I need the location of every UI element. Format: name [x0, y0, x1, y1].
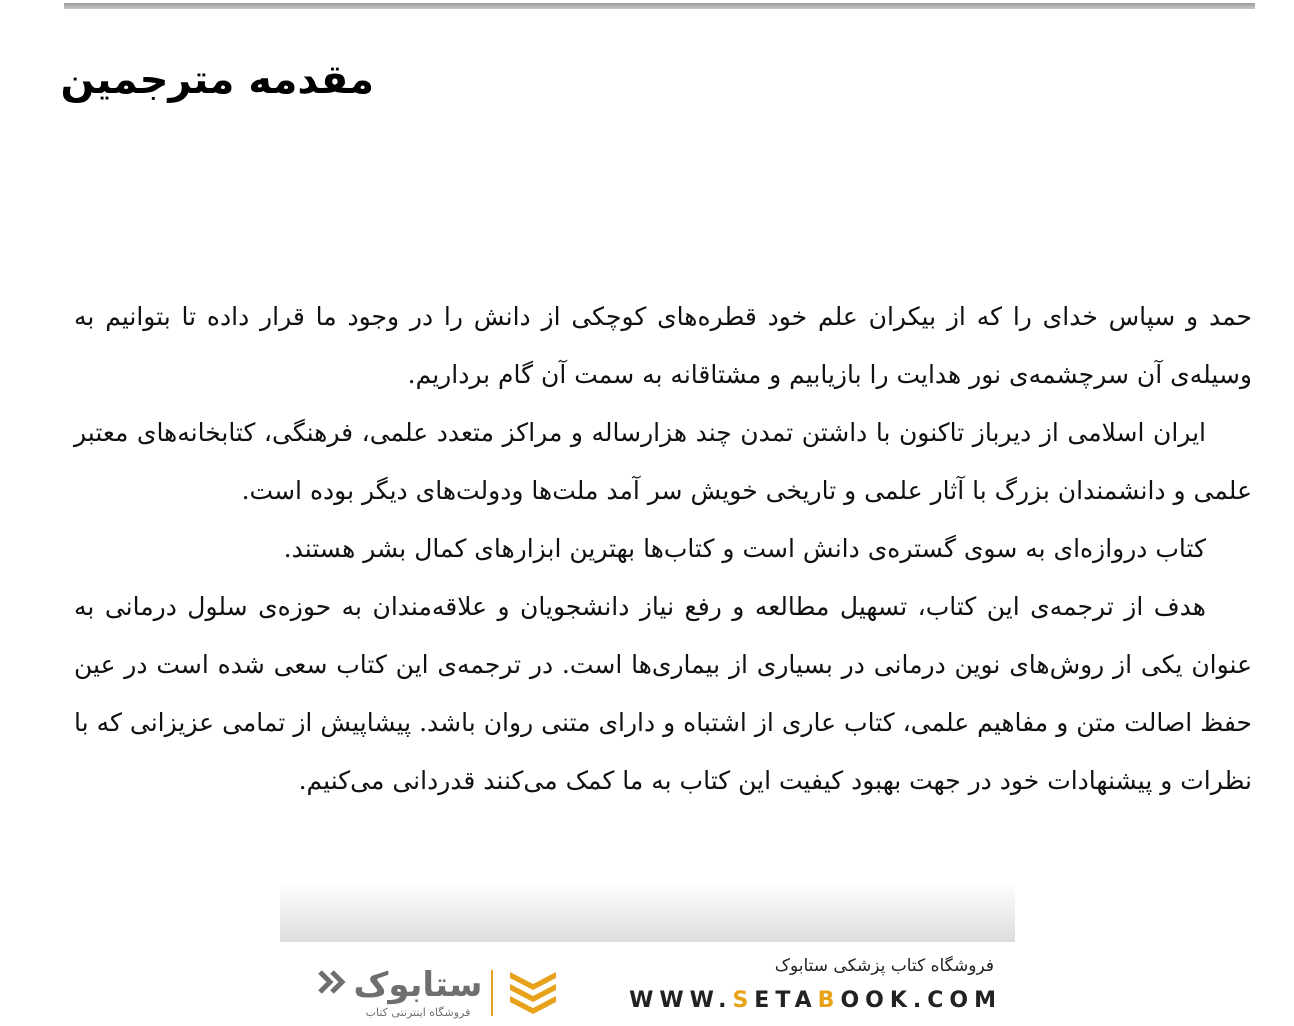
page-title: مقدمه مترجمین — [60, 57, 374, 103]
book-stack-icon — [510, 972, 556, 1014]
url-mid: ETA — [754, 988, 818, 1013]
setabook-logo-graphic — [312, 958, 562, 1022]
paragraph-iran: ایران اسلامی از دیرباز تاکنون با داشتن تمدن چند هزارساله و مراکز متعدد علمی، فرهنگی، کتابخانه‌های معتبر علمی و دانشمندان بزرگ با آثار علمی و تاریخی خویش سر آمد ملت‌ها ودولت‌های دیگر بوده است. — [74, 418, 1252, 505]
shop-name: فروشگاه کتاب پزشکی ستابوک — [774, 956, 994, 976]
setabook-logo — [312, 958, 562, 1022]
chevron-icon — [320, 972, 330, 992]
footer-shadow — [280, 880, 1015, 942]
shop-url — [629, 988, 1002, 1013]
url-accent-b: B — [817, 988, 841, 1013]
body-text — [74, 288, 1252, 810]
paragraph-intro: حمد و سپاس خدای را که از بیکران علم خود قطره‌های کوچکی از دانش را در وجود ما قرار داده تا بتوانیم به وسیله‌ی آن سرچشمه‌ی نور هدایت را بازیابیم و مشتاقانه به سمت آن گام برداریم. — [74, 302, 1252, 389]
footer-watermark — [300, 952, 1010, 1022]
url-end: OOK.COM — [840, 988, 1002, 1013]
url-prefix: WWW. — [629, 988, 733, 1013]
logo-subtext: فروشگاه اینترنتی کتاب — [365, 1006, 471, 1019]
url-accent-s: S — [732, 988, 755, 1013]
top-rule — [64, 3, 1255, 9]
logo-wordmark: ستابوک — [353, 965, 483, 1005]
paragraph-book: کتاب دروازه‌ای به سوی گستره‌ی دانش است و کتاب‌ها بهترین ابزارهای کمال بشر هستند. — [283, 534, 1206, 563]
paragraph-goal: هدف از ترجمه‌ی این کتاب، تسهیل مطالعه و رفع نیاز دانشجویان و علاقه‌مندان به حوزه‌ی سلول درمانی به عنوان یکی از روش‌های نوین درمانی در بسیاری از بیماری‌ها است. در ترجمه‌ی این کتاب سعی شده است در عین حفظ اصالت متن و مفاهیم علمی، کتاب عاری از اشتباه و دارای متنی روان باشد. پیشاپیش از تمامی عزیزانی که با نظرات و پیشنهادات خود در جهت بهبود کیفیت این کتاب به ما کمک می‌کنند قدردانی می‌کنیم. — [74, 592, 1252, 795]
